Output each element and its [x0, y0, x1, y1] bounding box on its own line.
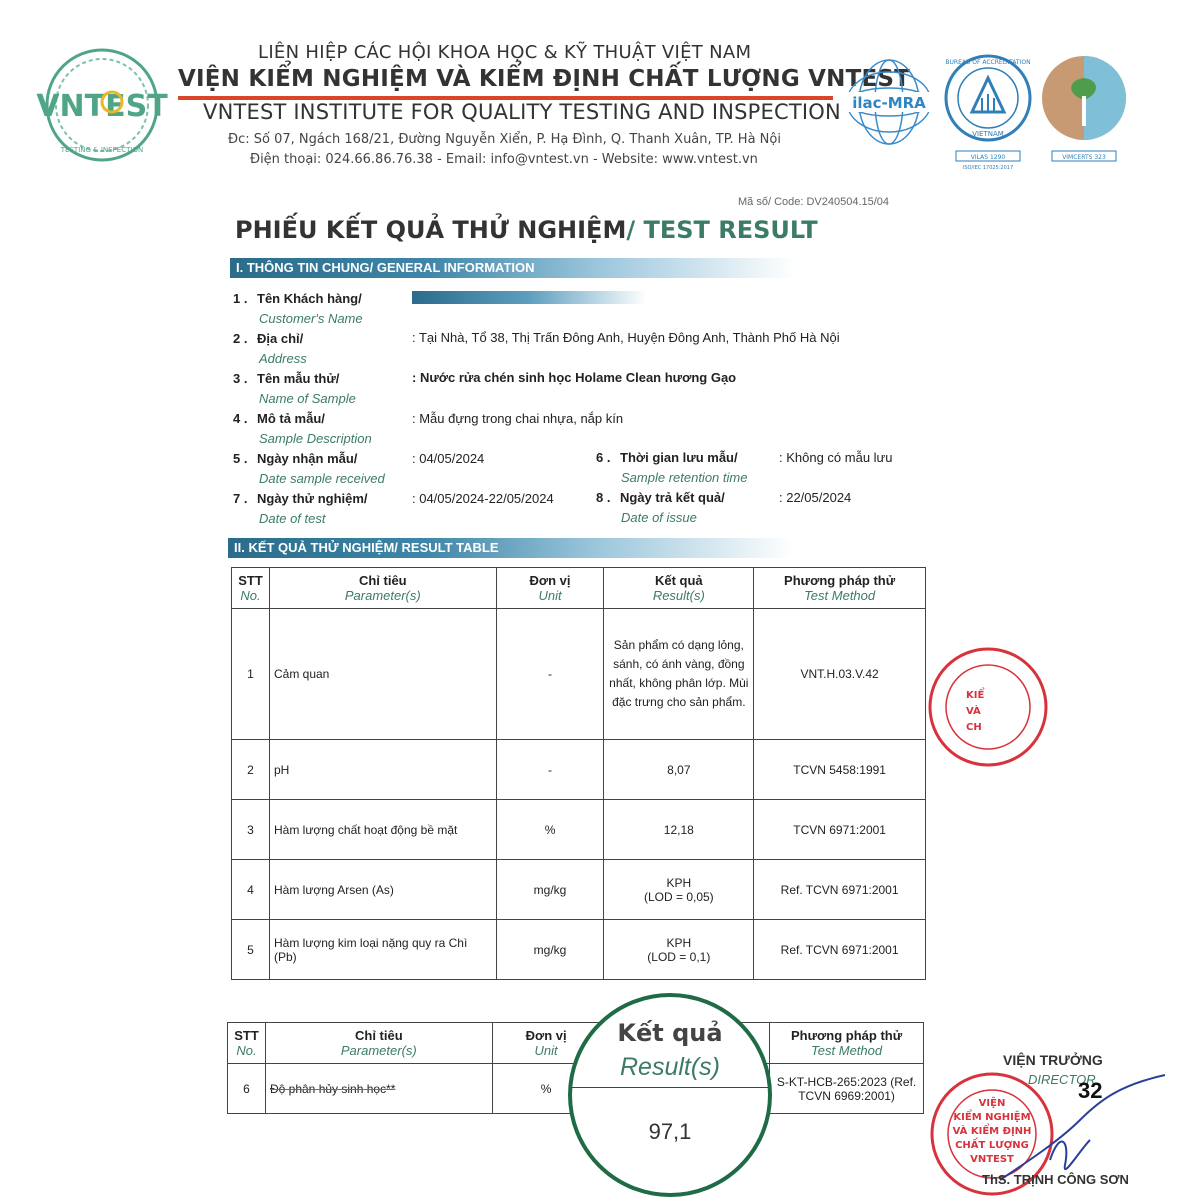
header-parameter: Chỉ tiêu Parameter(s): [269, 568, 496, 609]
document-code: Mã số/ Code: DV240504.15/04: [738, 196, 890, 208]
table-header-row: STT No. Chỉ tiêu Parameter(s) Đơn vị Unit Phương pháp thử Test Method: [228, 1023, 924, 1064]
title-vi: PHIẾU KẾT QUẢ THỬ NGHIỆM: [235, 216, 627, 244]
table-header-row: [232, 568, 926, 609]
svg-text:BUREAU OF ACCREDITATION: BUREAU OF ACCREDITATION: [945, 59, 1031, 66]
label-customer: 1 . Tên Khách hàng/: [233, 291, 362, 306]
section-result-table-header: II. KẾT QUẢ THỬ NGHIỆM/ RESULT TABLE: [228, 538, 794, 558]
table-row: 6 Độ phân hủy sinh học** % S-KT-HCB-265:2023 (Ref. TCVN 6969:2001): [228, 1064, 924, 1114]
svg-text:KIỂ: KIỂ: [966, 690, 985, 701]
value-sample-name: : Nước rửa chén sinh học Holame Clean hương Gạo: [412, 370, 737, 385]
label-sample-desc: 4 . Mô tả mẫu/: [233, 411, 325, 426]
biodegradability-param: Độ phân hủy sinh học**: [269, 1081, 396, 1096]
value-sample-desc: : Mẫu đựng trong chai nhựa, nắp kín: [412, 411, 624, 426]
result-table: [231, 567, 926, 980]
title-en: / TEST RESULT: [626, 216, 818, 244]
org-line-3: VNTEST INSTITUTE FOR QUALITY TESTING AND INSPECTION: [203, 100, 841, 124]
svg-text:VIMCERTS 323: VIMCERTS 323: [1062, 154, 1106, 161]
label-date-test: 7 . Ngày thử nghiệm/: [233, 491, 368, 506]
value-address: : Tại Nhà, Tổ 38, Thị Trấn Đông Anh, Huyện Đông Anh, Thành Phố Hà Nội: [412, 330, 840, 345]
svg-text:VIETNAM: VIETNAM: [972, 130, 1004, 138]
svg-text:KIỂM NGHIỆM: KIỂM NGHIỆM: [953, 1112, 1031, 1123]
label-customer-en: Customer's Name: [259, 311, 363, 326]
customer-name-redacted: [412, 291, 647, 304]
label-date-test-en: Date of test: [259, 511, 326, 526]
svg-text:TESTING & INSPECTION: TESTING & INSPECTION: [60, 146, 144, 154]
signatory-title-en: DIRECTOR: [1028, 1072, 1096, 1087]
magnifier-value: 97,1: [648, 1119, 692, 1144]
page-title: [235, 216, 818, 244]
vimcerts-logo: [1038, 50, 1130, 170]
section-general-info-header: I. THÔNG TIN CHUNG/ GENERAL INFORMATION: [230, 258, 796, 278]
label-retention-en: Sample retention time: [621, 470, 748, 485]
table-row: 2 pH - 8,07 TCVN 5458:1991: [232, 740, 926, 800]
org-line-2: VIỆN KIỂM NGHIỆM VÀ KIỂM ĐỊNH CHẤT LƯỢNG VNTEST: [178, 66, 911, 92]
header-stt: STT No.: [232, 568, 270, 609]
header-unit: Đơn vị Unit: [496, 568, 604, 609]
label-sample-name: 3 . Tên mẫu thử/: [233, 371, 340, 386]
svg-text:ISO/IEC 17025:2017: ISO/IEC 17025:2017: [962, 165, 1014, 171]
partial-stamp-seal: [926, 640, 985, 775]
label-sample-desc-en: Sample Description: [259, 431, 372, 446]
page-badge: 32: [1078, 1078, 1103, 1103]
label-date-issue-en: Date of issue: [621, 510, 697, 525]
magnifier-title-en: Result(s): [619, 1053, 720, 1081]
label-date-received: 5 . Ngày nhận mẫu/: [233, 451, 358, 466]
svg-text:VNTEST: VNTEST: [36, 89, 168, 124]
signatory-title: VIỆN TRƯỞNG: [1003, 1052, 1103, 1068]
org-address: Đc: Số 07, Ngách 168/21, Đường Nguyễn Xiển, P. Hạ Đình, Q. Thanh Xuân, TP. Hà Nội: [228, 132, 781, 147]
magnifier-divider: [572, 1087, 768, 1088]
svg-text:VILAS 1290: VILAS 1290: [970, 154, 1006, 161]
table-row: 3 Hàm lượng chất hoạt động bề mặt % 12,18 TCVN 6971:2001: [232, 800, 926, 860]
svg-text:VÀ: VÀ: [966, 706, 981, 717]
signatory-name: ThS. TRỊNH CÔNG SƠN: [982, 1172, 1129, 1187]
ilac-mra-logo: [843, 56, 935, 148]
header-method: Phương pháp thử Test Method: [754, 568, 926, 609]
org-contact: Điện thoại: 024.66.86.76.38 - Email: info@vntest.vn - Website: www.vntest.vn: [250, 152, 758, 167]
table-row: 5 Hàm lượng kim loại nặng quy ra Chì (Pb) mg/kg KPH (LOD = 0,1) Ref. TCVN 6971:2001: [232, 920, 926, 980]
svg-text:CHẤT LƯỢNG: CHẤT LƯỢNG: [955, 1140, 1029, 1151]
svg-text:VIỆN: VIỆN: [978, 1098, 1006, 1109]
header-result: Kết quả Result(s): [604, 568, 754, 609]
value-retention: : Không có mẫu lưu: [779, 450, 893, 465]
value-date-test: : 04/05/2024-22/05/2024: [412, 491, 554, 506]
svg-text:VÀ KIỂM ĐỊNH: VÀ KIỂM ĐỊNH: [952, 1126, 1032, 1137]
magnifier-title-vi: Kết quả: [617, 1019, 723, 1047]
svg-text:VNTEST: VNTEST: [970, 1154, 1014, 1165]
table-row: 4 Hàm lượng Arsen (As) mg/kg KPH (LOD = 0,05) Ref. TCVN 6971:2001: [232, 860, 926, 920]
label-date-received-en: Date sample received: [259, 471, 385, 486]
label-retention: 6 . Thời gian lưu mẫu/: [596, 450, 738, 465]
org-line-1: LIÊN HIỆP CÁC HỘI KHOA HỌC & KỸ THUẬT VIỆT NAM: [258, 42, 752, 63]
label-address: 2 . Địa chỉ/: [233, 331, 304, 346]
label-date-issue: 8 . Ngày trả kết quả/: [596, 490, 725, 505]
value-date-received: : 04/05/2024: [412, 451, 485, 466]
svg-text:CH: CH: [966, 722, 982, 733]
vntest-logo: [34, 44, 170, 166]
result-magnifier-callout: [568, 993, 772, 1197]
label-address-en: Address: [259, 351, 307, 366]
bureau-of-accreditation-logo: [942, 50, 1034, 170]
value-date-issue: : 22/05/2024: [779, 490, 852, 505]
svg-text:ilac-MRA: ilac-MRA: [852, 94, 926, 112]
table-row: 1 Cảm quan - Sản phẩm có dạng lỏng, sánh, có ánh vàng, đồng nhất, không phân lớp. Mùi đặc trưng cho sản phẩm. VNT.H.03.V.42: [232, 609, 926, 740]
label-sample-name-en: Name of Sample: [259, 391, 356, 406]
